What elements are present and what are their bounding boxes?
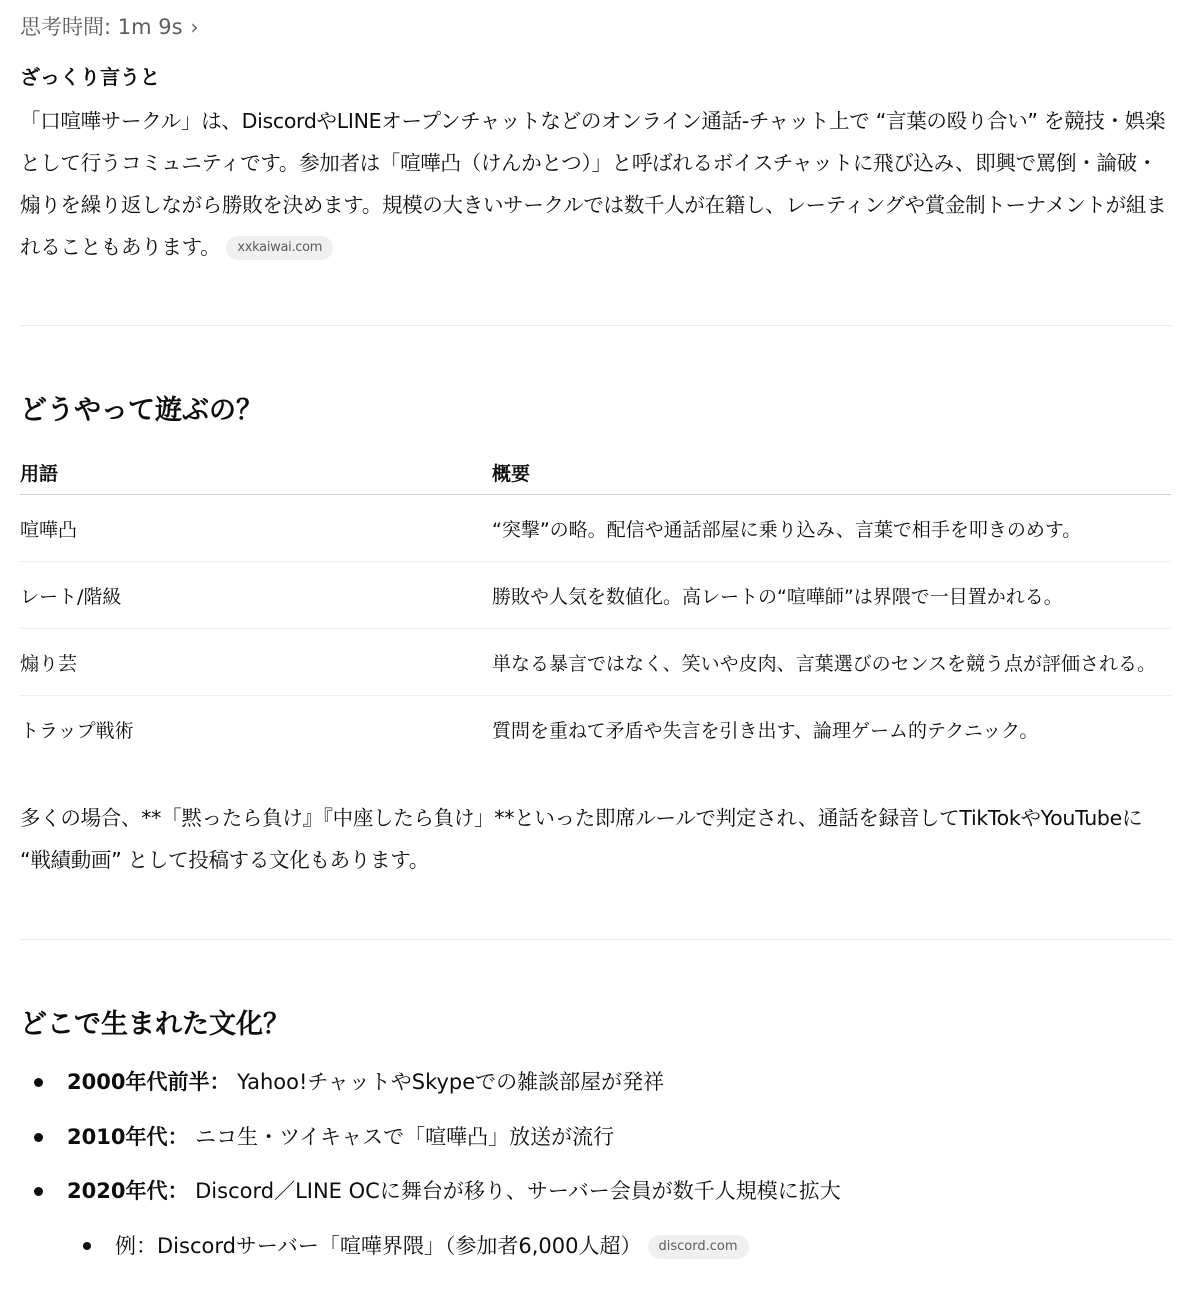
section-heading-how-to-play: どうやって遊ぶの？	[20, 395, 263, 426]
list-item-text: 例：Discordサーバー「喧嘩界隈」（参加者6,000人超）	[115, 1233, 642, 1258]
origin-timeline-list	[20, 1060, 1171, 1278]
list-item	[20, 1060, 1171, 1115]
list-item	[20, 1115, 1171, 1170]
column-header-summary: 概要	[492, 450, 1171, 495]
source-citation-chip[interactable]: discord.com	[648, 1235, 749, 1259]
section-heading-origin: どこで生まれた文化？	[20, 1009, 290, 1040]
section-divider	[20, 939, 1171, 940]
thinking-time-label: 思考時間: 1m 9s	[20, 15, 183, 39]
term-cell: 喧嘩凸	[20, 495, 492, 562]
description-cell: 単なる暴言ではなく、笑いや皮肉、言葉選びのセンスを競う点が評価される。	[492, 629, 1171, 696]
rules-paragraph: 多くの場合、**「黙ったら負け』『中座したら負け」**といった即席ルールで判定され、通話を録音してTikTokやYouTubeに “戦績動画” として投稿する文化もあります。	[20, 806, 1143, 872]
section-divider	[20, 325, 1171, 326]
nested-list-item	[20, 1224, 1171, 1279]
chevron-right-icon: ›	[190, 15, 199, 39]
term-cell: レート/階級	[20, 562, 492, 629]
list-item-text: ニコ生・ツイキャスで「喧嘩凸」放送が流行	[195, 1124, 615, 1149]
table-row	[20, 629, 1171, 696]
list-item-text: Yahoo!チャットやSkypeでの雑談部屋が発祥	[237, 1070, 665, 1094]
list-item	[20, 1169, 1171, 1224]
column-header-term: 用語	[20, 450, 492, 495]
table-row	[20, 562, 1171, 629]
summary-heading: ざっくり言うと	[20, 65, 160, 89]
table-row	[20, 495, 1171, 562]
list-item-label: 2000年代前半：	[67, 1070, 231, 1094]
description-cell: “突撃”の略。配信や通話部屋に乗り込み、言葉で相手を叩きのめす。	[492, 495, 1171, 562]
summary-text: 「口喧嘩サークル」は、DiscordやLINEオープンチャットなどのオンライン通話-チャット上で “言葉の殴り合い” を競技・娯楽として行うコミュニティです。参加者は「喧嘩凸（けんかとつ）」と呼ばれるボイスチャットに飛び込み、即興で罵倒・論破・煽りを繰り返しながら勝敗を決めます。規模の大きいサークルでは数千人が在籍し、レーティングや賞金制トーナメントが組まれることもあります。	[20, 109, 1167, 259]
term-cell: トラップ戦術	[20, 719, 134, 742]
source-citation-chip[interactable]: xxkaiwai.com	[226, 236, 333, 260]
table-header-row	[20, 450, 1171, 495]
terms-table	[20, 450, 1171, 762]
description-cell: 勝敗や人気を数値化。高レートの“喧嘩師”は界隈で一目置かれる。	[492, 562, 1171, 629]
list-item-label: 2020年代：	[67, 1179, 189, 1203]
table-row	[20, 696, 1171, 763]
term-cell: 煽り芸	[20, 629, 492, 696]
list-item-text: Discord／LINE OCに舞台が移り、サーバー会員が数千人規模に拡大	[195, 1179, 841, 1203]
list-item-label: 2010年代：	[67, 1124, 189, 1149]
summary-paragraph	[20, 100, 1170, 268]
description-cell: 質問を重ねて矛盾や失言を引き出す、論理ゲーム的テクニック。	[492, 719, 1039, 742]
thinking-time-toggle[interactable]	[20, 12, 199, 42]
